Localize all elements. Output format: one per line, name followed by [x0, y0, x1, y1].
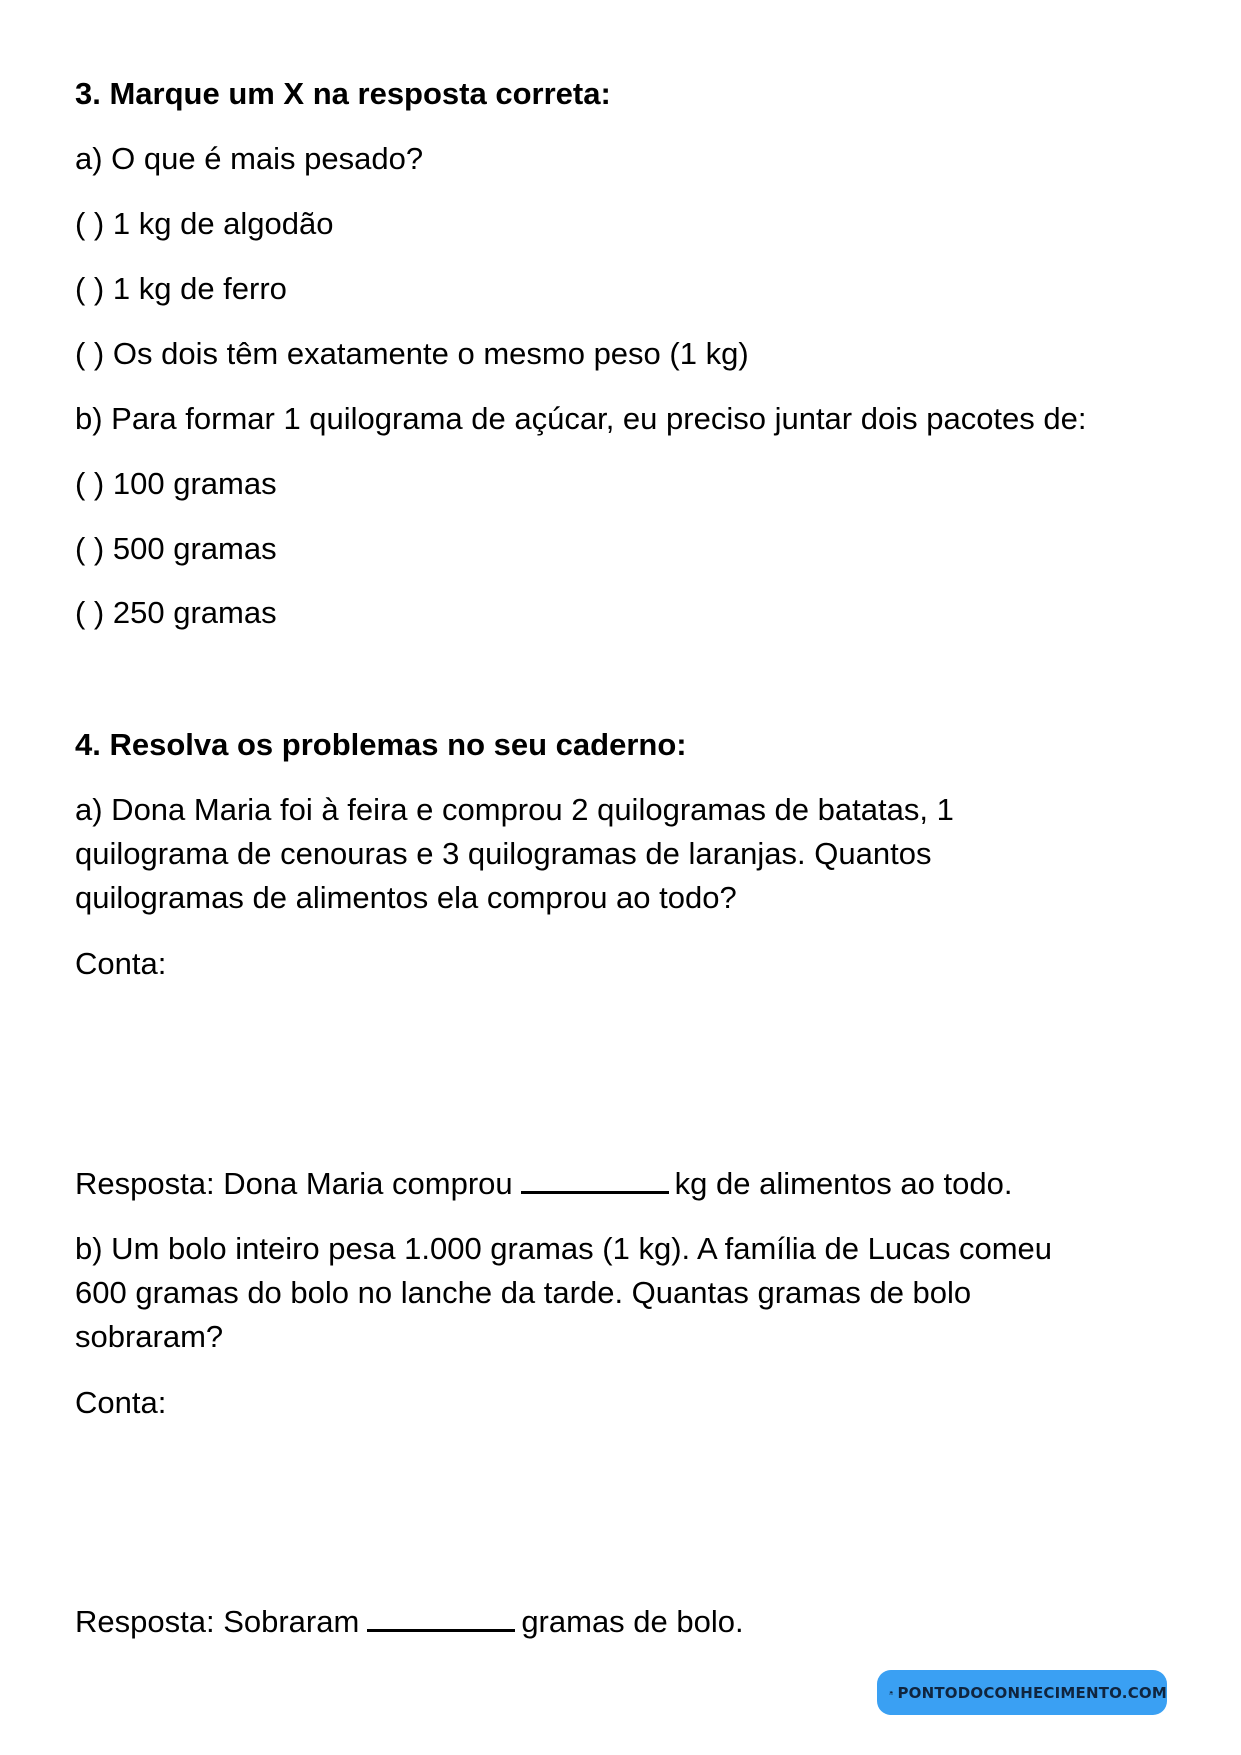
question-3-heading: 3. Marque um X na resposta correta:	[75, 76, 611, 111]
option-3a-2: ( ) 1 kg de ferro	[75, 271, 287, 306]
option-3b-3: ( ) 250 gramas	[75, 595, 277, 630]
problem-4a-text	[75, 788, 954, 920]
option-3a-1: ( ) 1 kg de algodão	[75, 206, 334, 241]
graduation-book-icon	[889, 1677, 893, 1709]
problem-4b-answer-suffix: gramas de bolo.	[521, 1604, 744, 1639]
question-4-heading: 4. Resolva os problemas no seu caderno:	[75, 727, 687, 762]
problem-4a-line-1: a) Dona Maria foi à feira e comprou 2 quilogramas de batatas, 1	[75, 792, 954, 827]
problem-4b-line-1: b) Um bolo inteiro pesa 1.000 gramas (1 kg). A família de Lucas comeu	[75, 1231, 1052, 1266]
problem-4b-line-3: sobraram?	[75, 1319, 224, 1354]
answer-blank-4b[interactable]	[367, 1605, 515, 1632]
problem-4a-answer-prefix: Resposta: Dona Maria comprou	[75, 1166, 513, 1201]
problem-4b-text	[75, 1227, 1052, 1359]
problem-4a-conta-label: Conta:	[75, 946, 167, 981]
problem-4a-line-3: quilogramas de alimentos ela comprou ao todo?	[75, 880, 737, 915]
problem-4b-conta-label: Conta:	[75, 1385, 167, 1420]
problem-4b-answer	[75, 1600, 744, 1644]
problem-4a-line-2: quilograma de cenouras e 3 quilogramas de laranjas. Quantos	[75, 836, 932, 871]
option-3a-3: ( ) Os dois têm exatamente o mesmo peso (1 kg)	[75, 336, 749, 371]
brand-badge[interactable]	[877, 1670, 1167, 1715]
problem-4a-answer	[75, 1162, 1012, 1206]
option-3b-2: ( ) 500 gramas	[75, 531, 277, 566]
problem-4b-line-2: 600 gramas do bolo no lanche da tarde. Quantas gramas de bolo	[75, 1275, 972, 1310]
brand-text: PONTODOCONHECIMENTO.COM	[897, 1683, 1167, 1702]
option-3b-1: ( ) 100 gramas	[75, 466, 277, 501]
question-3b-text: b) Para formar 1 quilograma de açúcar, eu preciso juntar dois pacotes de:	[75, 401, 1087, 436]
answer-blank-4a[interactable]	[521, 1167, 669, 1194]
problem-4a-answer-suffix: kg de alimentos ao todo.	[674, 1166, 1013, 1201]
question-3a-text: a) O que é mais pesado?	[75, 141, 424, 176]
problem-4b-answer-prefix: Resposta: Sobraram	[75, 1604, 360, 1639]
